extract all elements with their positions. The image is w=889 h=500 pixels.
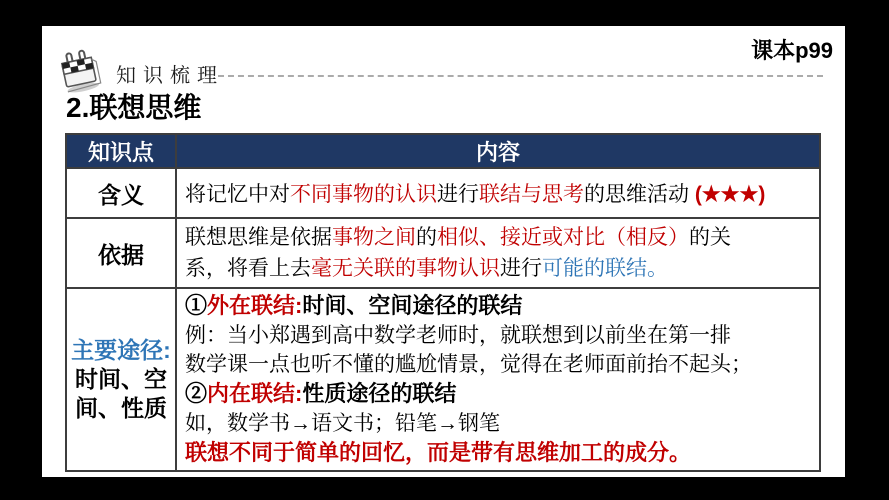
- page-title: 2.联想思维: [66, 92, 202, 123]
- row-label-meaning: 含义: [66, 168, 176, 218]
- dashed-divider: [218, 75, 823, 77]
- textbook-page-ref: 课本p99: [751, 38, 833, 63]
- row-label-basis: 依据: [66, 218, 176, 288]
- row-label-main-approaches: 主要途径: 时间、空 间、性质: [66, 288, 176, 471]
- header-cell-content: 内容: [176, 134, 820, 168]
- knowledge-table: [65, 133, 821, 472]
- row-content-basis: 联想思维是依据事物之间的相似、接近或对比（相反）的关 系，将看上去毫无关联的事物认识进行可能的联结。: [176, 218, 820, 288]
- row-content-meaning: 将记忆中对不同事物的认识进行联结与思考的思维活动 (★★★): [176, 168, 820, 218]
- table-row-basis: [66, 218, 820, 288]
- slide-page: [42, 26, 845, 477]
- table-row-meaning: [66, 168, 820, 218]
- row-content-main-approaches: ①外在联结:时间、空间途径的联结 例：当小郑遇到高中数学老师时，就联想到以前坐在第一排 数学课一点也听不懂的尴尬情景，觉得在老师面前抬不起头； ②内在联结:性质途径的联结 如，数学书→语文书；铅笔→钢笔 联想不同于简单的回忆，而是带有思维加工的成分。: [176, 288, 820, 471]
- table-header-row: [66, 134, 820, 168]
- section-label: 知识梳理: [116, 65, 224, 87]
- table-row-main-approaches: [66, 288, 820, 471]
- header-cell-knowledge-point: 知识点: [66, 134, 176, 168]
